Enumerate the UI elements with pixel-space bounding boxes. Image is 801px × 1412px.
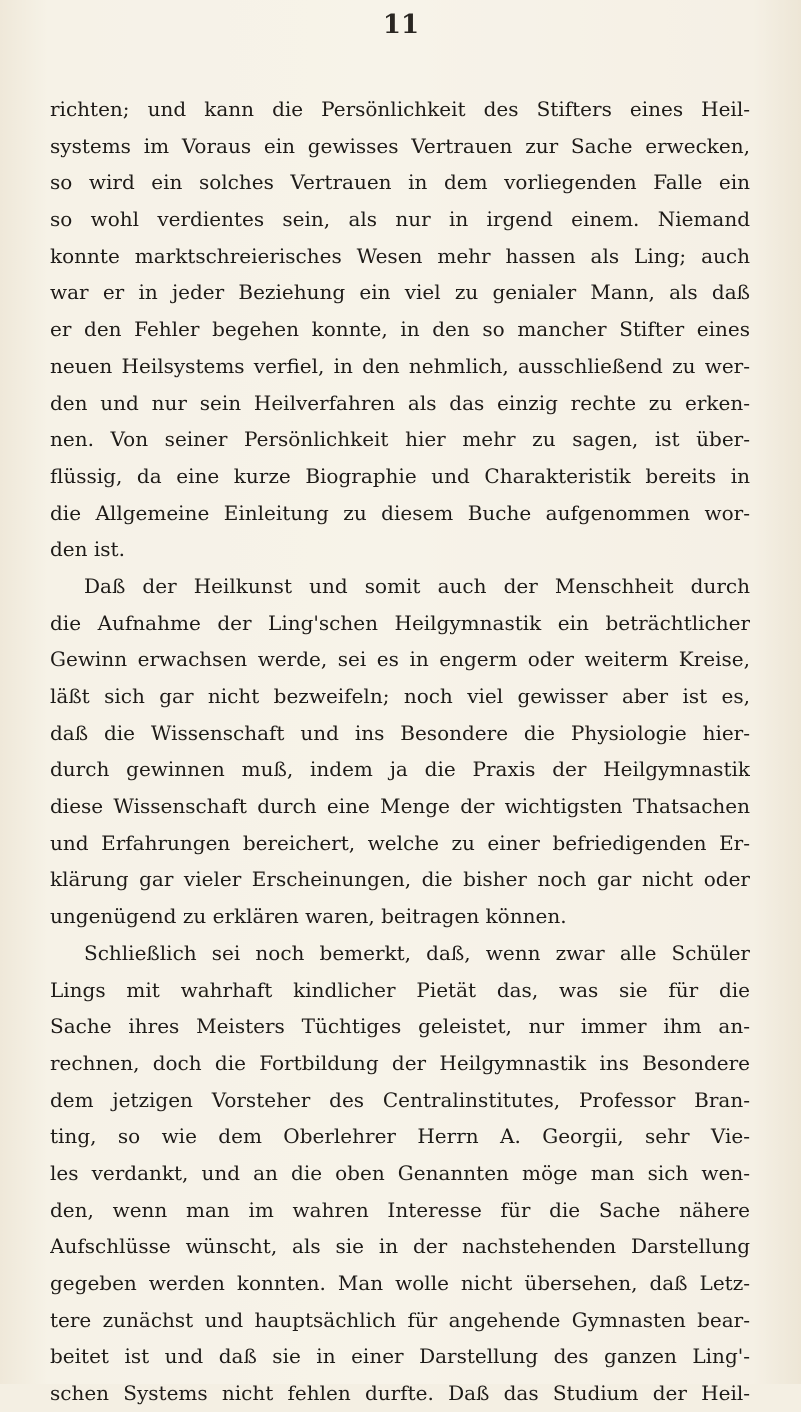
text-line: dem jetzigen Vorsteher des Centralinstitutes, Professor Bran-	[50, 1087, 750, 1112]
paragraph-2	[50, 568, 750, 935]
text-line: und Erfahrungen bereichert, welche zu einer befriedigenden Er-	[50, 830, 750, 855]
text-line: die Aufnahme der Ling'schen Heilgymnastik ein beträchtlicher	[50, 610, 750, 635]
text-line: durch gewinnen muß, indem ja die Praxis der Heilgymnastik	[50, 757, 750, 782]
text-line: tere zunächst und hauptsächlich für angehende Gymnasten bear-	[50, 1307, 750, 1332]
text-line: klärung gar vieler Erscheinungen, die bisher noch gar nicht oder	[50, 867, 750, 892]
text-line: so wird ein solches Vertrauen in dem vorliegenden Falle ein	[50, 170, 750, 195]
text-line: Gewinn erwachsen werde, sei es in engerm oder weiterm Kreise,	[50, 647, 750, 672]
text-line: den ist.	[50, 537, 125, 562]
text-line: die Allgemeine Einleitung zu diesem Buche aufgenommen wor-	[50, 500, 750, 525]
text-line: Lings mit wahrhaft kindlicher Pietät das, was sie für die	[50, 977, 750, 1002]
text-line: diese Wissenschaft durch eine Menge der wichtigsten Thatsachen	[50, 794, 750, 819]
text-line: Sache ihres Meisters Tüchtiges geleistet, nur immer ihm an-	[50, 1014, 750, 1039]
text-line: neuen Heilsystems verfiel, in den nehmlich, ausschließend zu wer-	[50, 353, 750, 378]
text-line: er den Fehler begehen konnte, in den so mancher Stifter eines	[50, 317, 750, 342]
text-line: war er in jeder Beziehung ein viel zu genialer Mann, als daß	[50, 280, 750, 305]
text-line: ting, so wie dem Oberlehrer Herrn A. Georgii, sehr Vie-	[50, 1124, 750, 1149]
text-line: systems im Voraus ein gewisses Vertrauen zur Sache erwecken,	[50, 133, 750, 158]
text-line: richten; und kann die Persönlichkeit des Stifters eines Heil-	[50, 97, 750, 121]
text-line: flüssig, da eine kurze Biographie und Charakteristik bereits in	[50, 463, 750, 488]
text-line: den und nur sein Heilverfahren als das einzig rechte zu erken-	[50, 390, 750, 415]
text-line: les verdankt, und an die oben Genannten möge man sich wen-	[50, 1160, 750, 1185]
text-line: beitet ist und daß sie in einer Darstellung des ganzen Ling'-	[50, 1344, 750, 1369]
text-line: gegeben werden konnten. Man wolle nicht übersehen, daß Letz-	[50, 1271, 750, 1295]
page-number: 11	[382, 10, 420, 40]
text-line: schen Systems nicht fehlen durfte. Daß das Studium der Heil-	[50, 1381, 750, 1406]
text-line: daß die Wissenschaft und ins Besondere die Physiologie hier-	[50, 720, 750, 745]
text-line: nen. Von seiner Persönlichkeit hier mehr zu sagen, ist über-	[50, 427, 750, 452]
paragraph-1	[50, 91, 750, 568]
text-line: läßt sich gar nicht bezweifeln; noch viel gewisser aber ist es,	[50, 684, 750, 708]
text-line: Schließlich sei noch bemerkt, daß, wenn zwar alle Schüler	[84, 940, 750, 965]
text-line: ungenügend zu erklären waren, beitragen können.	[50, 904, 567, 929]
text-line: rechnen, doch die Fortbildung der Heilgymnastik ins Besondere	[50, 1050, 750, 1075]
paragraph-3	[50, 935, 750, 1412]
body-text	[50, 91, 750, 1412]
text-line: den, wenn man im wahren Interesse für die Sache nähere	[50, 1197, 750, 1222]
text-line: Daß der Heilkunst und somit auch der Menschheit durch	[84, 573, 750, 598]
text-line: konnte marktschreierisches Wesen mehr hassen als Ling; auch	[50, 243, 750, 268]
text-line: so wohl verdientes sein, als nur in irgend einem. Niemand	[50, 207, 750, 232]
text-line: Aufschlüsse wünscht, als sie in der nachstehenden Darstellung	[50, 1234, 750, 1259]
